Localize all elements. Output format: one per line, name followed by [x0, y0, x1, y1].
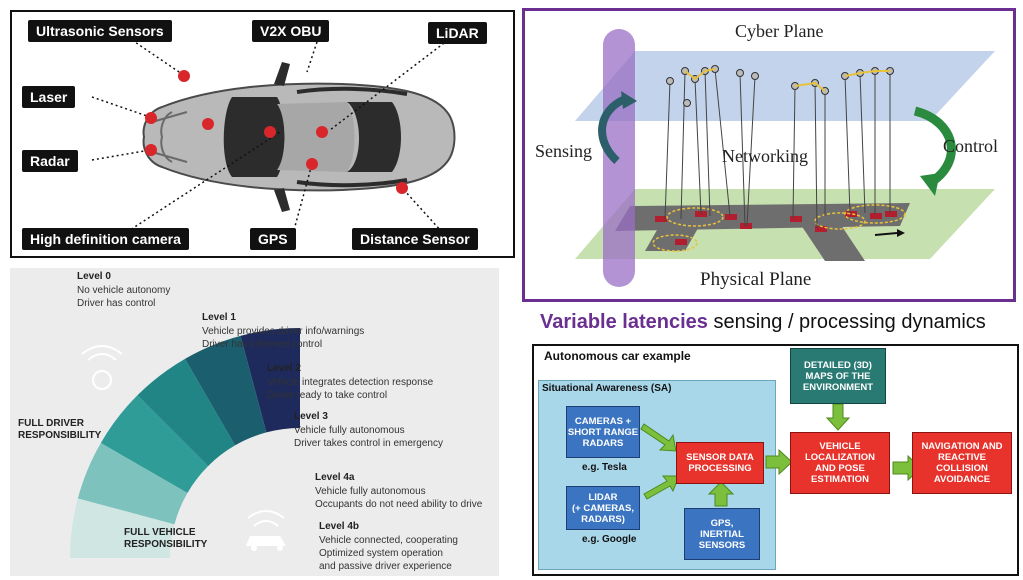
headline-highlight: Variable latencies [540, 311, 708, 333]
v2x-obu-label: V2X OBU [252, 20, 329, 42]
hd-camera-label: High definition camera [22, 228, 189, 250]
level-2-desc: Vehicle integrates detection response Driver ready to take control [267, 377, 434, 401]
physical-plane-label: Physical Plane [700, 269, 812, 290]
level-0-title: Level 0 [77, 271, 111, 282]
gps-inertial-box: GPS, INERTIAL SENSORS [684, 508, 760, 560]
control-label: Control [943, 136, 999, 156]
full-vehicle-responsibility-label: FULL VEHICLE RESPONSIBILITY [124, 527, 208, 550]
networking-label: Networking [722, 146, 808, 166]
cyber-physical-panel [522, 8, 1016, 302]
level-1-desc: Vehicle provides driver info/warnings Driver has informed control [202, 326, 365, 350]
level-1-title: Level 1 [202, 312, 236, 323]
distance-sensor-label: Distance Sensor [352, 228, 478, 250]
autonomous-example-title: Autonomous car example [544, 349, 691, 363]
navigation-collision-box: NAVIGATION AND REACTIVE COLLISION AVOIDANCE [912, 432, 1012, 494]
autonomy-levels-panel [10, 268, 499, 576]
ultrasonic-sensors-label: Ultrasonic Sensors [28, 20, 172, 42]
gps-label: GPS [250, 228, 296, 250]
cameras-radars-box: CAMERAS + SHORT RANGE RADARS [566, 406, 640, 458]
car-top-view-illustration [12, 12, 513, 256]
headline-rest: sensing / processing dynamics [707, 311, 986, 333]
lidar-box: LIDAR (+ CAMERAS, RADARS) [566, 486, 640, 530]
level-4b-title: Level 4b [319, 521, 360, 532]
headline [540, 311, 1018, 334]
situational-awareness-title: Situational Awareness (SA) [542, 383, 672, 394]
autonomous-car-example-panel [532, 344, 1019, 576]
radar-label: Radar [22, 150, 78, 172]
level-0-desc: No vehicle autonomy Driver has control [77, 285, 171, 309]
lidar-label: LiDAR [428, 22, 487, 44]
level-3-title: Level 3 [294, 411, 328, 422]
driver-wheel-icon [82, 346, 122, 389]
laser-label: Laser [22, 86, 75, 108]
level-4a-title: Level 4a [315, 472, 355, 483]
detailed-maps-box: DETAILED (3D) MAPS OF THE ENVIRONMENT [790, 348, 886, 404]
level-4a-desc: Vehicle fully autonomous Occupants do not need ability to drive [315, 486, 483, 510]
level-2-title: Level 2 [267, 363, 301, 374]
sensor-data-processing-box: SENSOR DATA PROCESSING [676, 442, 764, 484]
full-driver-responsibility-label: FULL DRIVER RESPONSIBILITY [18, 418, 102, 441]
cyber-plane-label: Cyber Plane [735, 21, 824, 41]
connected-car-icon [246, 511, 286, 551]
tesla-caption: e.g. Tesla [582, 462, 627, 473]
sensing-label: Sensing [535, 141, 593, 161]
vehicle-localization-box: VEHICLE LOCALIZATION AND POSE ESTIMATION [790, 432, 890, 494]
level-4b-desc: Vehicle connected, cooperating Optimized system operation and passive driver experience [319, 535, 458, 572]
level-3-desc: Vehicle fully autonomous Driver takes control in emergency [294, 425, 443, 449]
google-caption: e.g. Google [582, 534, 637, 545]
car-sensors-panel [10, 10, 515, 258]
